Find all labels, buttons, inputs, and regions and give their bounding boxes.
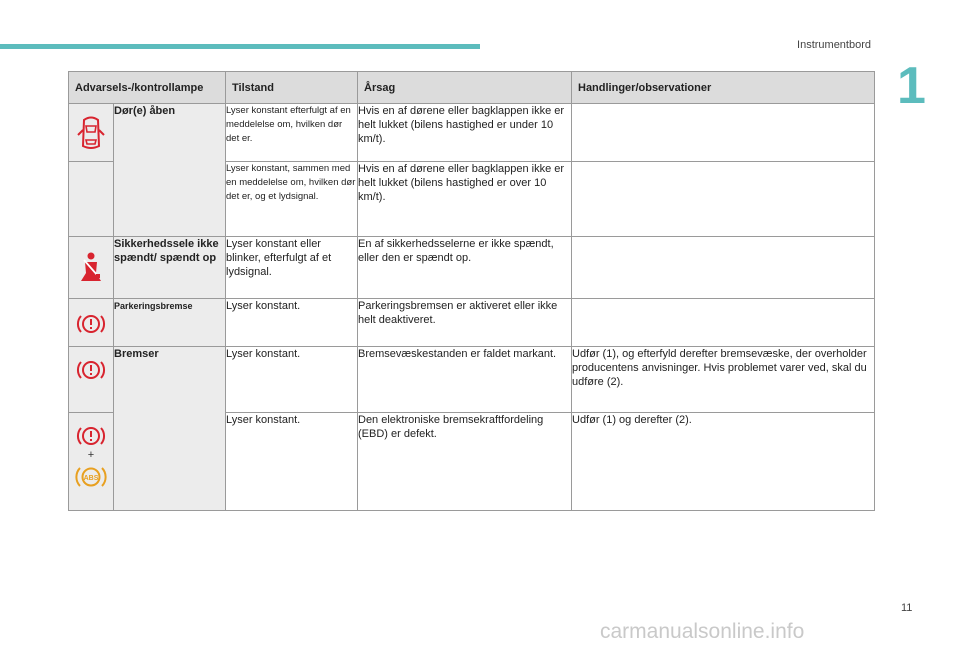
column-header-cause: Årsag	[358, 72, 572, 104]
table-row	[69, 347, 875, 413]
cause-cell: Bremsevæskestanden er faldet markant.	[358, 347, 572, 413]
top-accent-bar	[0, 44, 480, 49]
state-cell: Lyser konstant eller blinker, efterfulgt af et lydsignal.	[226, 237, 358, 299]
brake-icon-cell	[69, 347, 114, 413]
plus-sign: +	[87, 449, 95, 461]
door-open-icon	[76, 114, 106, 154]
abs-icon	[75, 463, 107, 491]
table-row	[69, 299, 875, 347]
icon-cell-empty	[69, 162, 114, 237]
abs-icon-label: ABS	[83, 475, 99, 482]
brake-abs-icon-cell	[69, 413, 114, 511]
table-header-row	[69, 72, 875, 104]
action-cell	[572, 104, 875, 162]
state-cell: Lyser konstant efterfulgt af en meddelelse om, hvilken dør det er.	[226, 104, 358, 162]
action-cell	[572, 162, 875, 237]
state-cell: Lyser konstant.	[226, 347, 358, 413]
column-header-lamp: Advarsels-/kontrollampe	[69, 72, 226, 104]
chapter-number: 1	[897, 57, 926, 115]
cause-cell: Hvis en af dørene eller bagklappen ikke er helt lukket (bilens hastighed er under 10 km/t).	[358, 104, 572, 162]
state-cell: Lyser konstant.	[226, 299, 358, 347]
cause-cell: Hvis en af dørene eller bagklappen ikke er helt lukket (bilens hastighed er over 10 km/t).	[358, 162, 572, 237]
seatbelt-icon	[76, 251, 106, 285]
column-header-state: Tilstand	[226, 72, 358, 104]
table-row	[69, 104, 875, 162]
door-open-icon-cell	[69, 104, 114, 162]
warning-lamp-table	[68, 71, 875, 511]
brake-warning-icon	[76, 311, 106, 337]
action-cell: Udfør (1) og derefter (2).	[572, 413, 875, 511]
watermark: carmanualsonline.info	[600, 620, 805, 643]
state-cell: Lyser konstant.	[226, 413, 358, 511]
lamp-name-door: Dør(e) åben	[114, 104, 226, 237]
cause-cell: Parkeringsbremsen er aktiveret eller ikke helt deaktiveret.	[358, 299, 572, 347]
seatbelt-icon-cell	[69, 237, 114, 299]
lamp-name-parking-brake: Parkeringsbremse	[114, 299, 226, 347]
table-row	[69, 237, 875, 299]
action-cell: Udfør (1), og efterfyld derefter bremsevæske, der overholder producentens anvisninger. Hvis problemet varer ved, skal du udføre (2).	[572, 347, 875, 413]
parking-brake-icon-cell	[69, 299, 114, 347]
cause-cell: Den elektroniske bremsekraftfordeling (EBD) er defekt.	[358, 413, 572, 511]
lamp-name-seatbelt: Sikkerhedssele ikke spændt/ spændt op	[114, 237, 226, 299]
state-cell: Lyser konstant, sammen med en meddelelse om, hvilken dør det er, og et lydsignal.	[226, 162, 358, 237]
brake-warning-icon	[76, 423, 106, 449]
lamp-name-brakes: Bremser	[114, 347, 226, 511]
page-number: 11	[901, 602, 913, 614]
action-cell	[572, 237, 875, 299]
column-header-actions: Handlinger/observationer	[572, 72, 875, 104]
section-title: Instrumentbord	[797, 39, 871, 51]
action-cell	[572, 299, 875, 347]
cause-cell: En af sikkerhedsselerne er ikke spændt, eller den er spændt op.	[358, 237, 572, 299]
brake-warning-icon	[76, 357, 106, 383]
